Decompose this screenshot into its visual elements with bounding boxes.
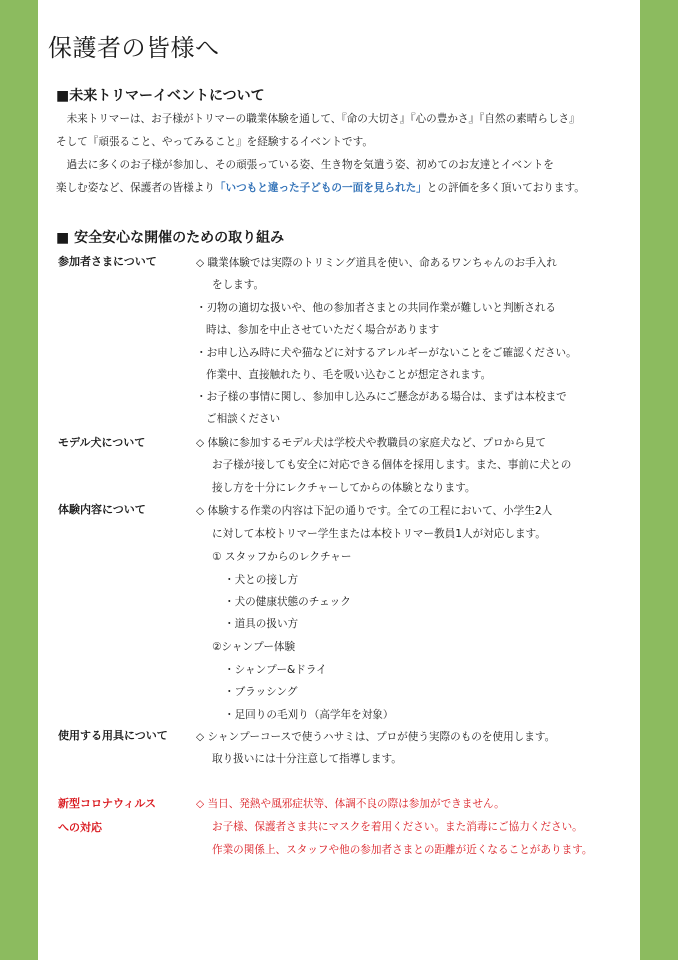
detail-line: お子様が接しても安全に対応できる個体を採用します。また、事前に犬との: [212, 459, 572, 471]
left-green-band: [0, 0, 38, 960]
intro-text: との評価を多く頂いております。: [426, 182, 585, 194]
label-covid-line: への対応: [58, 821, 102, 834]
detail-line: ・犬との接し方: [224, 574, 299, 586]
section-heading-event: ■未来トリマーイベントについて: [56, 88, 265, 104]
intro-line: そして『頑張ること、やってみること』を経験するイベントです。: [56, 136, 373, 148]
detail-line: 作業の関係上、スタッフや他の参加者さまとの距離が近くなることがあります。: [212, 844, 593, 856]
intro-text: 楽しむ姿など、保護者の皆様より: [56, 182, 215, 194]
detail-line: 接し方を十分にレクチャーしてからの体験となります。: [212, 482, 476, 494]
detail-line: ・お申し込み時に犬や猫などに対するアレルギーがないことをご確認ください。: [196, 347, 577, 359]
detail-line: ・刃物の適切な扱いや、他の参加者さまとの共同作業が難しいと判断される: [196, 302, 556, 314]
detail-line: 取り扱いには十分注意して指導します。: [212, 753, 402, 765]
detail-line: ◇ シャンプーコースで使うハサミは、プロが使う実際のものを使用します。: [196, 731, 556, 743]
intro-highlight-quote: 「いつもと違った子どもの一面を見られた」: [214, 182, 427, 194]
intro-line: 未来トリマーは、お子様がトリマーの職業体験を通して、『命の大切さ』『心の豊かさ』『自然の素晴らしさ』: [56, 113, 580, 125]
right-green-band: [640, 0, 678, 960]
detail-line: ◇ 職業体験では実際のトリミング道具を使い、命あるワンちゃんのお手入れ: [196, 257, 557, 269]
detail-line: ◇ 体験に参加するモデル犬は学校犬や教職員の家庭犬など、プロから見て: [196, 437, 546, 449]
label-experience: 体験内容について: [58, 503, 146, 516]
detail-line: ・足回りの毛刈り（高学年を対象）: [224, 709, 394, 721]
label-participants: 参加者さまについて: [58, 255, 157, 268]
detail-line: 時は、参加を中止させていただく場合があります: [206, 324, 440, 336]
detail-line: ご相談ください: [206, 413, 281, 425]
detail-line: ① スタッフからのレクチャー: [212, 551, 352, 563]
detail-line: をします。: [212, 279, 265, 291]
detail-line: ・お子様の事情に関し、参加申し込みにご懸念がある場合は、まずは本校まで: [196, 391, 567, 403]
event-intro: [56, 108, 636, 200]
detail-line: ・犬の健康状態のチェック: [224, 596, 351, 608]
label-tools: 使用する用具について: [58, 729, 168, 742]
detail-line: お子様、保護者さま共にマスクを着用ください。また消毒にご協力ください。: [212, 821, 583, 833]
detail-line: ◇ 体験する作業の内容は下記の通りです。全ての工程において、小学生2人: [196, 505, 553, 517]
detail-line: ②シャンプー体験: [212, 641, 296, 653]
detail-line: ・道具の扱い方: [224, 618, 299, 630]
document-page: [38, 0, 640, 960]
detail-line: ・ブラッシング: [224, 686, 298, 698]
section-heading-safety: ■ 安全安心な開催のための取り組み: [56, 230, 285, 246]
label-model-dog: モデル犬について: [58, 436, 146, 449]
detail-line: に対して本校トリマー学生または本校トリマー教員1人が対応します。: [212, 528, 546, 540]
label-covid: [58, 795, 156, 837]
page-title: 保護者の皆様へ: [48, 34, 220, 62]
detail-line: ◇ 当日、発熱や風邪症状等、体調不良の際は参加ができません。: [196, 798, 505, 810]
intro-line: 過去に多くのお子様が参加し、その頑張っている姿、生き物を気遣う姿、初めてのお友達とイベントを: [56, 159, 554, 171]
intro-line: [56, 177, 636, 200]
label-covid-line: 新型コロナウィルス: [58, 797, 157, 810]
detail-line: ・シャンプー&ドライ: [224, 664, 327, 676]
detail-line: 作業中、直接触れたり、毛を吸い込むことが想定されます。: [206, 369, 492, 381]
